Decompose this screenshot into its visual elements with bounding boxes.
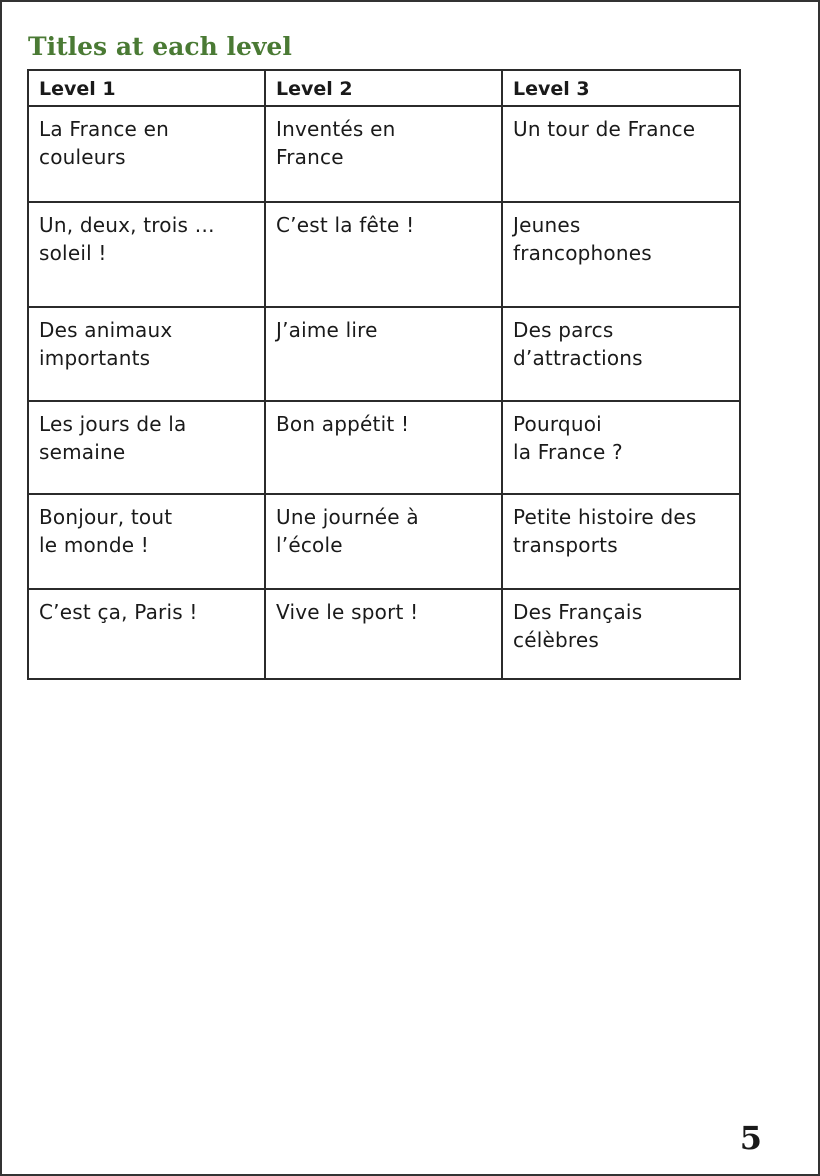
levels-table <box>27 69 741 680</box>
table-row <box>28 106 740 202</box>
table-cell: Un, deux, trois … soleil ! <box>28 202 265 307</box>
table-cell: Petite histoire des transports <box>502 494 740 589</box>
header-level-2: Level 2 <box>265 70 502 106</box>
table-cell: Des parcs d’attractions <box>502 307 740 401</box>
table-cell: Des Français célèbres <box>502 589 740 679</box>
page-title: Titles at each level <box>28 32 292 61</box>
table-cell: Bonjour, tout le monde ! <box>28 494 265 589</box>
table-row <box>28 202 740 307</box>
table-cell: J’aime lire <box>265 307 502 401</box>
table-cell: Une journée à l’école <box>265 494 502 589</box>
table-header-row <box>28 70 740 106</box>
table-cell: Inventés en France <box>265 106 502 202</box>
page-number: 5 <box>739 1119 762 1157</box>
table-cell: La France en couleurs <box>28 106 265 202</box>
table-cell: Pourquoi la France ? <box>502 401 740 494</box>
header-level-1: Level 1 <box>28 70 265 106</box>
table-cell: Un tour de France <box>502 106 740 202</box>
table-row <box>28 494 740 589</box>
table-cell: Des animaux importants <box>28 307 265 401</box>
table-cell: C’est ça, Paris ! <box>28 589 265 679</box>
table-row <box>28 589 740 679</box>
table-cell: Les jours de la semaine <box>28 401 265 494</box>
table-cell: C’est la fête ! <box>265 202 502 307</box>
table-cell: Vive le sport ! <box>265 589 502 679</box>
table-cell: Bon appétit ! <box>265 401 502 494</box>
table-row <box>28 401 740 494</box>
table-row <box>28 307 740 401</box>
table-cell: Jeunes francophones <box>502 202 740 307</box>
header-level-3: Level 3 <box>502 70 740 106</box>
